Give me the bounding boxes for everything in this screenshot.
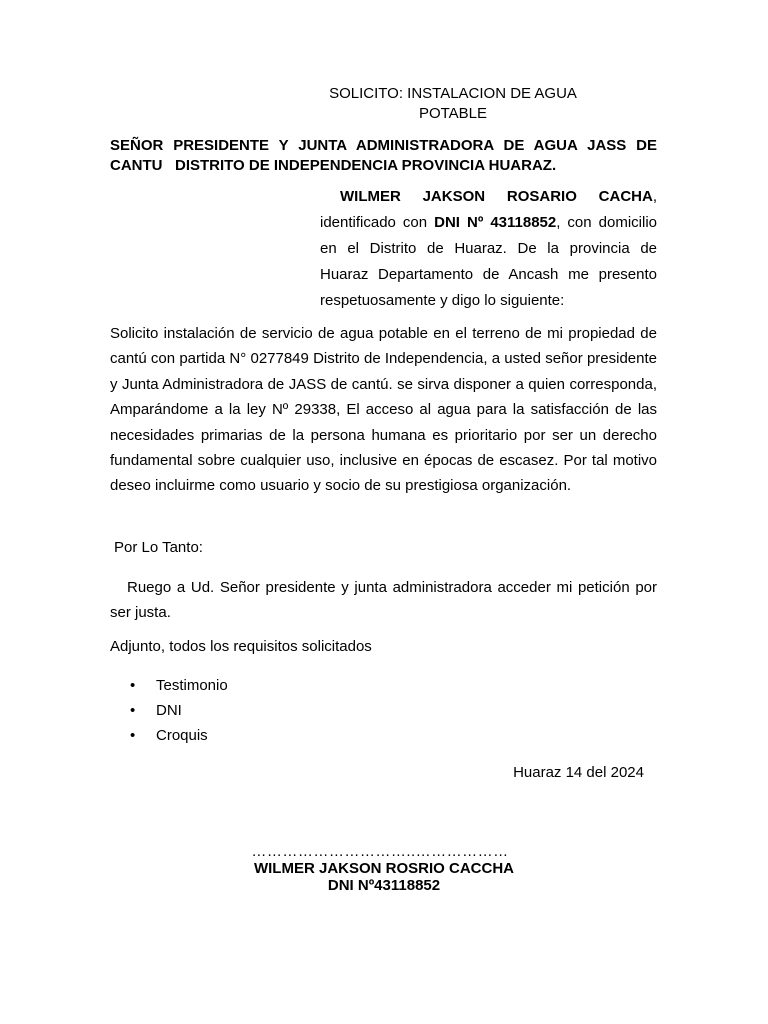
- intro-identified-text: identificado con: [320, 214, 435, 231]
- por-lo-tanto-label: Por Lo Tanto:: [114, 539, 203, 556]
- applicant-dni: DNI Nº 43118852: [434, 214, 557, 231]
- intro-paragraph: [320, 184, 657, 314]
- adjunto-label: Adjunto, todos los requisitos solicitados: [110, 638, 372, 655]
- bullet-icon: •: [130, 727, 136, 744]
- subject-heading: [300, 84, 606, 124]
- signature-line: …………………………..………………: [251, 843, 509, 860]
- requirement-label: Croquis: [156, 727, 208, 744]
- requirements-list: [130, 676, 228, 751]
- date-line: Huaraz 14 del 2024: [513, 764, 644, 781]
- signature-block: [226, 843, 542, 894]
- signatory-name: WILMER JAKSON ROSRIO CACCHA: [253, 860, 514, 877]
- signatory-dni: DNI Nº43118852: [327, 877, 441, 894]
- requirement-label: Testimonio: [156, 677, 228, 694]
- intro-first-line: [320, 184, 657, 210]
- list-item: [130, 726, 228, 751]
- addressee-line-2: CANTU DISTRITO DE INDEPENDENCIA PROVINCIA HUARAZ.: [110, 157, 557, 174]
- intro-rest-text: , con domicilio en el Distrito de Huaraz. De la provincia de Huaraz Departamento de Ancash me presento respetuosamente y digo lo siguiente:: [320, 214, 657, 309]
- applicant-name-comma: ,: [652, 188, 657, 205]
- addressee-heading: [110, 136, 657, 176]
- applicant-name: WILMER JAKSON ROSARIO CACHA: [340, 188, 653, 205]
- bullet-icon: •: [130, 702, 136, 719]
- ruego-paragraph: [110, 575, 657, 625]
- request-paragraph: Solicito instalación de servicio de agua potable en el terreno de mi propiedad de cantú con partida N° 0277849 Distrito de Independencia, a usted señor presidente y Junta Administradora de JASS de cantú. se sirva disponer a quien corresponda, Amparándome a la ley Nº 29338, El acceso al agua para la satisfacción de las necesidades primarias de la persona humana es prioritario por ser un derecho fundamental sobre cualquier uso, inclusive en épocas de escasez. Por tal motivo deseo incluirme como usuario y socio de su prestigiosa organización.: [110, 325, 657, 495]
- subject-line-1: SOLICITO: INSTALACION DE AGUA: [329, 85, 577, 102]
- subject-line-2: POTABLE: [418, 105, 488, 122]
- requirement-label: DNI: [156, 702, 182, 719]
- list-item: [130, 676, 228, 701]
- ruego-text: Ruego a Ud. Señor presidente y junta administradora acceder mi petición por ser justa.: [110, 579, 657, 621]
- addressee-line-1: SEÑOR PRESIDENTE Y JUNTA ADMINISTRADORA DE AGUA JASS DE: [110, 137, 657, 154]
- list-item: [130, 701, 228, 726]
- bullet-icon: •: [130, 677, 136, 694]
